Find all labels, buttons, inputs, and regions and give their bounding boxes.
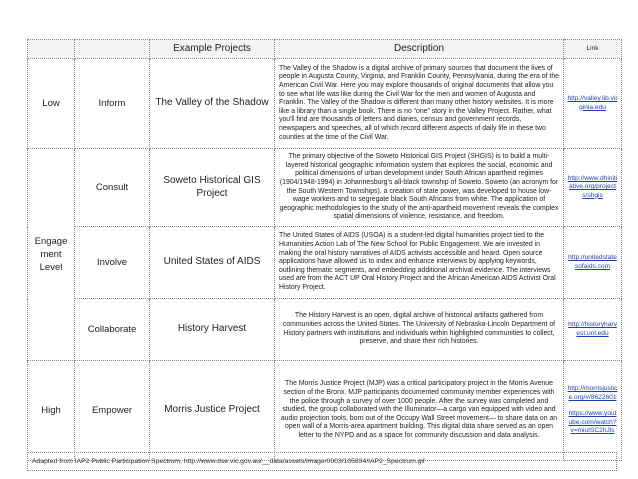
source-footnote: Adapted from IAP2 Public Participation Spectrum, http://www.dse.vic.gov.au/__data/assets/image/0003/105834/IAP2_Spectrum.gif bbox=[27, 452, 617, 471]
project-name: The Valley of the Shadow bbox=[150, 59, 275, 149]
table-row bbox=[28, 361, 622, 461]
project-name: Soweto Historical GIS Project bbox=[150, 149, 275, 227]
description-cell bbox=[275, 299, 564, 361]
description-text: The Morris Justice Project (MJP) was a critical participatory project in the Morris Avenue section of the Bronx. MJP participants documented community member experiences with the police through a survey of over 1000 people. After the survey was completed and studied, the group collaborated with the Illuminator—a cargo van equipped with video and audio projection tools, born out of the Occupy Wall Street movement— to share data on an open wall of a Morris-area apartment building. This digital data share served as an open letter to the NYPD and as a space for community discussion and data analysis. bbox=[280, 380, 558, 439]
description-text: The United States of AIDS (USOA) is a student-led digital humanities project tied to the Humanities Action Lab of The New School for Public Engagement. We are invested in making the oral history narratives of AIDS activists accessible and heard. Open source applications have allowed us to index and enhance interviews by applying keywords, outlining thematic segments, and embedding additional archival evidence. The interviews used are from the ACT UP Oral History Project and the African American AIDS Activist Oral History Project. bbox=[279, 232, 556, 291]
activity-cell: Consult bbox=[75, 149, 150, 227]
description-cell bbox=[275, 149, 564, 227]
table-row bbox=[28, 59, 622, 149]
project-link[interactable]: http://historyharvest.unl.edu bbox=[568, 321, 617, 337]
description-cell bbox=[275, 59, 564, 149]
description-cell bbox=[275, 361, 564, 461]
project-name: History Harvest bbox=[150, 299, 275, 361]
description-text: The History Harvest is an open, digital archive of historical artifacts gathered from communities across the United States. The University of Nebraska-Lincoln Department of History partners with institutions and individuals within highlighted communities to collect, preserve, and share their rich histories. bbox=[282, 312, 556, 346]
header-row bbox=[28, 40, 622, 59]
header-description: Description bbox=[275, 40, 564, 59]
level-high: High bbox=[28, 361, 75, 461]
project-name: United States of AIDS bbox=[150, 227, 275, 299]
project-link[interactable]: http://valley.lib.virginia.edu bbox=[567, 95, 618, 111]
link-cell bbox=[564, 149, 622, 227]
link-cell bbox=[564, 361, 622, 461]
description-text: The Valley of the Shadow is a digital archive of primary sources that document the lives of people in Augusta County, Virginia, and Franklin County, Pennsylvania, during the era of the American Civil War. Here you may explore thousands of original documents that allow you to see what life was like during the Civil War for the men and women of Augusta and Franklin. The Valley of the Shadow is different than many other history websites. It is more like a library than a single book. There is no “one” story in the Valley Project. Rather, what you'll find are thousands of letters and diaries, census and government records, newspapers and speeches, all of which record different aspects of daily life in these two counties at the time of the Civil War. bbox=[279, 64, 560, 141]
header-blank-level bbox=[28, 40, 75, 59]
link-cell bbox=[564, 299, 622, 361]
project-link[interactable]: http://unitedstatesofaids.com bbox=[568, 254, 617, 270]
description-cell bbox=[275, 227, 564, 299]
activity-cell: Involve bbox=[75, 227, 150, 299]
project-name: Morris Justice Project bbox=[150, 361, 275, 461]
level-engagement: Engage ment Level bbox=[28, 149, 75, 361]
activity-cell: Inform bbox=[75, 59, 150, 149]
activity-cell: Empower bbox=[75, 361, 150, 461]
link-cell bbox=[564, 59, 622, 149]
project-link[interactable]: http://www.dhinitiative.org/projects/shgis bbox=[567, 174, 618, 199]
link-cell bbox=[564, 227, 622, 299]
level-low: Low bbox=[28, 59, 75, 149]
table-row bbox=[28, 227, 622, 299]
header-example-projects: Example Projects bbox=[150, 40, 275, 59]
table-row bbox=[28, 299, 622, 361]
header-link: Link bbox=[564, 40, 622, 59]
project-link[interactable]: http://morrisjustice.org/#/8622601 bbox=[567, 385, 618, 401]
video-link[interactable]: https://www.youtube.com/watch?v=miuISC2hJls bbox=[568, 410, 617, 435]
activity-cell: Collaborate bbox=[75, 299, 150, 361]
table-row bbox=[28, 149, 622, 227]
participation-table bbox=[27, 39, 622, 461]
description-text: The primary objective of the Soweto Historical GIS Project (SHGIS) is to build a multi-layered historical geographic information system that explores the social, economic and political dimensions of urban development under South African apartheid regimes (1904/1948-1994) in Johannesburg’s all-black township of Soweto. Soweto (an acronym for the South Western Townships), a creation of state power, was developed to house low-wage workers and to segregate black South Africans from white. The application of geographic methodologies to the study of the anti-apartheid movement reveals the complex spatial dimensions of violence, resistance, and freedom. bbox=[279, 153, 559, 221]
header-blank-activity bbox=[75, 40, 150, 59]
